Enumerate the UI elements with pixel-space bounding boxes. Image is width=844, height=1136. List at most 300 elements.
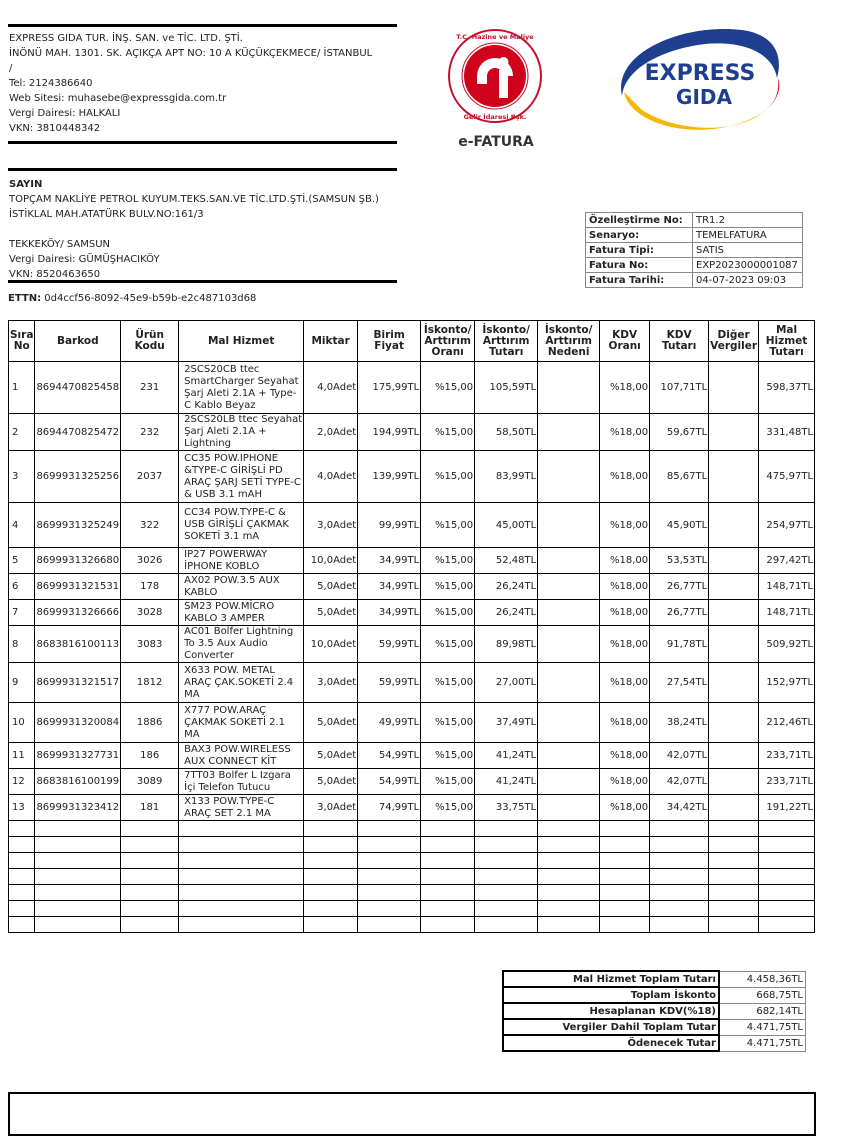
iskonto-orani-cell: %15,00 — [421, 600, 475, 626]
seller-name: EXPRESS GIDA TUR. İNŞ. SAN. ve TİC. LTD. ŞTİ. — [9, 33, 243, 44]
iskonto-nedeni-cell — [538, 663, 600, 703]
meta-value: TR1.2 — [693, 213, 803, 228]
empty-cell — [35, 869, 121, 885]
empty-cell — [421, 869, 475, 885]
totals-row — [503, 1019, 806, 1035]
meta-row — [586, 258, 803, 273]
diger-vergiler-cell — [709, 362, 759, 414]
totals-value: 682,14TL — [719, 1003, 806, 1019]
miktar-cell: 10,0Adet — [304, 548, 358, 574]
empty-cell — [421, 853, 475, 869]
empty-cell — [538, 869, 600, 885]
empty-cell — [9, 885, 35, 901]
buyer-city: TEKKEKÖY/ SAMSUN — [9, 239, 111, 250]
buyer-block — [9, 177, 379, 282]
urun-kodu-cell: 2037 — [121, 451, 179, 503]
diger-vergiler-cell — [709, 600, 759, 626]
empty-cell — [304, 869, 358, 885]
empty-cell — [304, 901, 358, 917]
barkod-cell: 8694470825458 — [35, 362, 121, 414]
empty-cell — [650, 885, 709, 901]
diger-vergiler-cell — [709, 503, 759, 548]
table-row — [9, 663, 815, 703]
iskonto-orani-cell: %15,00 — [421, 362, 475, 414]
meta-key: Fatura Tipi: — [586, 243, 693, 258]
urun-kodu-cell: 1812 — [121, 663, 179, 703]
table-row — [9, 548, 815, 574]
empty-cell — [709, 901, 759, 917]
empty-cell — [650, 901, 709, 917]
meta-key: Fatura Tarihi: — [586, 273, 693, 288]
meta-value: EXP2023000001087 — [693, 258, 803, 273]
buyer-tax-office: Vergi Dairesi: GÜMÜŞHACIKÖY — [9, 254, 160, 265]
empty-cell — [9, 853, 35, 869]
svg-text:T.C. Hazine ve Maliye: T.C. Hazine ve Maliye — [456, 33, 534, 41]
empty-cell — [35, 837, 121, 853]
sira-no-cell: 7 — [9, 600, 35, 626]
column-header: Sıra No — [9, 321, 35, 362]
empty-cell — [421, 901, 475, 917]
diger-vergiler-cell — [709, 548, 759, 574]
column-header: KDV Oranı — [600, 321, 650, 362]
iskonto-nedeni-cell — [538, 503, 600, 548]
empty-cell — [9, 901, 35, 917]
empty-cell — [358, 869, 421, 885]
diger-vergiler-cell — [709, 703, 759, 743]
iskonto-orani-cell: %15,00 — [421, 414, 475, 451]
logo-line1: EXPRESS — [644, 61, 756, 86]
empty-cell — [121, 885, 179, 901]
kdv-tutari-cell: 45,90TL — [650, 503, 709, 548]
iskonto-orani-cell: %15,00 — [421, 663, 475, 703]
kdv-tutari-cell: 91,78TL — [650, 626, 709, 663]
empty-cell — [421, 837, 475, 853]
empty-cell — [538, 917, 600, 933]
barkod-cell: 8699931325249 — [35, 503, 121, 548]
diger-vergiler-cell — [709, 769, 759, 795]
column-header: Mal Hizmet Tutarı — [759, 321, 815, 362]
empty-cell — [121, 837, 179, 853]
empty-cell — [759, 853, 815, 869]
seller-tel: Tel: 2124386640 — [9, 78, 93, 89]
empty-cell — [35, 821, 121, 837]
empty-row — [9, 917, 815, 933]
kdv-tutari-cell: 34,42TL — [650, 795, 709, 821]
empty-cell — [9, 917, 35, 933]
empty-cell — [600, 837, 650, 853]
empty-cell — [759, 869, 815, 885]
kdv-orani-cell: %18,00 — [600, 626, 650, 663]
iskonto-tutari-cell: 41,24TL — [475, 769, 538, 795]
table-row — [9, 574, 815, 600]
kdv-orani-cell: %18,00 — [600, 503, 650, 548]
mal-hizmet-tutari-cell: 233,71TL — [759, 743, 815, 769]
invoice-items-table — [8, 320, 815, 933]
empty-cell — [179, 837, 304, 853]
empty-cell — [35, 853, 121, 869]
empty-cell — [121, 853, 179, 869]
logo-line2: GIDA — [676, 85, 732, 109]
iskonto-tutari-cell: 45,00TL — [475, 503, 538, 548]
mal-hizmet-cell: AC01 Bolfer Lightning To 3.5 Aux Audio Converter — [179, 626, 304, 663]
efatura-label: e-FATURA — [458, 134, 534, 150]
totals-label: Vergiler Dahil Toplam Tutar — [503, 1019, 719, 1035]
urun-kodu-cell: 3083 — [121, 626, 179, 663]
invoice-meta-table — [585, 212, 803, 288]
kdv-tutari-cell: 85,67TL — [650, 451, 709, 503]
meta-row — [586, 273, 803, 288]
barkod-cell: 8699931321531 — [35, 574, 121, 600]
buyer-name: TOPÇAM NAKLİYE PETROL KUYUM.TEKS.SAN.VE TİC.LTD.ŞTİ.(SAMSUN ŞB.) — [9, 194, 379, 205]
empty-cell — [421, 885, 475, 901]
empty-cell — [304, 837, 358, 853]
iskonto-orani-cell: %15,00 — [421, 743, 475, 769]
sira-no-cell: 4 — [9, 503, 35, 548]
buyer-address: İSTİKLAL MAH.ATATÜRK BULV.NO:161/3 — [9, 209, 204, 220]
empty-cell — [358, 837, 421, 853]
empty-cell — [650, 821, 709, 837]
gib-seal-icon — [445, 26, 545, 126]
iskonto-tutari-cell: 26,24TL — [475, 574, 538, 600]
column-header: İskonto/ Arttırım Oranı — [421, 321, 475, 362]
empty-cell — [304, 821, 358, 837]
empty-cell — [358, 853, 421, 869]
sira-no-cell: 9 — [9, 663, 35, 703]
kdv-orani-cell: %18,00 — [600, 663, 650, 703]
barkod-cell: 8683816100113 — [35, 626, 121, 663]
iskonto-tutari-cell: 52,48TL — [475, 548, 538, 574]
empty-cell — [9, 821, 35, 837]
column-header: İskonto/ Arttırım Nedeni — [538, 321, 600, 362]
miktar-cell: 3,0Adet — [304, 795, 358, 821]
empty-cell — [600, 917, 650, 933]
diger-vergiler-cell — [709, 626, 759, 663]
iskonto-nedeni-cell — [538, 600, 600, 626]
barkod-cell: 8699931321517 — [35, 663, 121, 703]
empty-cell — [475, 869, 538, 885]
miktar-cell: 5,0Adet — [304, 574, 358, 600]
sira-no-cell: 5 — [9, 548, 35, 574]
empty-cell — [759, 837, 815, 853]
sira-no-cell: 2 — [9, 414, 35, 451]
meta-row — [586, 228, 803, 243]
iskonto-tutari-cell: 83,99TL — [475, 451, 538, 503]
iskonto-orani-cell: %15,00 — [421, 626, 475, 663]
column-header: Mal Hizmet — [179, 321, 304, 362]
iskonto-tutari-cell: 89,98TL — [475, 626, 538, 663]
kdv-orani-cell: %18,00 — [600, 743, 650, 769]
seller-web: Web Sitesi: muhasebe@expressgida.com.tr — [9, 93, 227, 104]
birim-fiyat-cell: 49,99TL — [358, 703, 421, 743]
miktar-cell: 2,0Adet — [304, 414, 358, 451]
empty-cell — [121, 869, 179, 885]
empty-cell — [538, 837, 600, 853]
iskonto-nedeni-cell — [538, 769, 600, 795]
empty-cell — [358, 821, 421, 837]
iskonto-nedeni-cell — [538, 795, 600, 821]
column-header: Barkod — [35, 321, 121, 362]
empty-row — [9, 837, 815, 853]
table-row — [9, 503, 815, 548]
kdv-tutari-cell: 107,71TL — [650, 362, 709, 414]
barkod-cell: 8699931323412 — [35, 795, 121, 821]
empty-cell — [759, 917, 815, 933]
birim-fiyat-cell: 34,99TL — [358, 574, 421, 600]
kdv-tutari-cell: 42,07TL — [650, 769, 709, 795]
birim-fiyat-cell: 34,99TL — [358, 600, 421, 626]
kdv-orani-cell: %18,00 — [600, 795, 650, 821]
kdv-orani-cell: %18,00 — [600, 769, 650, 795]
totals-label: Ödenecek Tutar — [503, 1035, 719, 1051]
empty-cell — [759, 821, 815, 837]
barkod-cell: 8699931326680 — [35, 548, 121, 574]
iskonto-nedeni-cell — [538, 574, 600, 600]
totals-label: Mal Hizmet Toplam Tutarı — [503, 971, 719, 987]
totals-row — [503, 987, 806, 1003]
totals-row — [503, 1035, 806, 1051]
iskonto-orani-cell: %15,00 — [421, 574, 475, 600]
barkod-cell: 8699931327731 — [35, 743, 121, 769]
mal-hizmet-cell: CC34 POW.TYPE-C & USB GİRİŞLİ ÇAKMAK SOKETİ 3.1 mA — [179, 503, 304, 548]
barkod-cell: 8699931320084 — [35, 703, 121, 743]
table-row — [9, 769, 815, 795]
diger-vergiler-cell — [709, 743, 759, 769]
empty-cell — [709, 837, 759, 853]
empty-cell — [475, 917, 538, 933]
table-row — [9, 600, 815, 626]
empty-cell — [600, 901, 650, 917]
empty-cell — [759, 885, 815, 901]
totals-row — [503, 971, 806, 987]
miktar-cell: 5,0Adet — [304, 703, 358, 743]
column-header: İskonto/ Arttırım Tutarı — [475, 321, 538, 362]
urun-kodu-cell: 186 — [121, 743, 179, 769]
empty-cell — [475, 901, 538, 917]
empty-cell — [600, 853, 650, 869]
totals-row — [503, 1003, 806, 1019]
meta-key: Fatura No: — [586, 258, 693, 273]
express-gida-logo — [612, 18, 784, 138]
ettn-value: 0d4ccf56-8092-45e9-b59b-e2c487103d68 — [44, 293, 257, 304]
mal-hizmet-tutari-cell: 254,97TL — [759, 503, 815, 548]
totals-label: Hesaplanan KDV(%18) — [503, 1003, 719, 1019]
empty-cell — [421, 917, 475, 933]
empty-row — [9, 821, 815, 837]
mal-hizmet-cell: 2SCS20LB ttec Seyahat Şarj Aleti 2.1A + Lightning — [179, 414, 304, 451]
seller-block — [9, 31, 372, 136]
empty-cell — [179, 885, 304, 901]
empty-cell — [600, 869, 650, 885]
empty-cell — [121, 821, 179, 837]
empty-cell — [304, 885, 358, 901]
kdv-tutari-cell: 59,67TL — [650, 414, 709, 451]
kdv-orani-cell: %18,00 — [600, 362, 650, 414]
iskonto-tutari-cell: 41,24TL — [475, 743, 538, 769]
birim-fiyat-cell: 99,99TL — [358, 503, 421, 548]
mal-hizmet-cell: CC35 POW.IPHONE &TYPE-C GİRİŞLİ PD ARAÇ ŞARJ SETİ TYPE-C & USB 3.1 mAH — [179, 451, 304, 503]
barkod-cell: 8694470825472 — [35, 414, 121, 451]
ettn-label: ETTN: — [8, 293, 42, 304]
birim-fiyat-cell: 175,99TL — [358, 362, 421, 414]
empty-row — [9, 901, 815, 917]
kdv-orani-cell: %18,00 — [600, 414, 650, 451]
mal-hizmet-tutari-cell: 509,92TL — [759, 626, 815, 663]
empty-cell — [179, 917, 304, 933]
empty-cell — [9, 869, 35, 885]
empty-cell — [179, 853, 304, 869]
totals-value: 668,75TL — [719, 987, 806, 1003]
empty-cell — [121, 901, 179, 917]
totals-label: Toplam İskonto — [503, 987, 719, 1003]
empty-cell — [709, 821, 759, 837]
empty-row — [9, 869, 815, 885]
empty-cell — [475, 885, 538, 901]
iskonto-nedeni-cell — [538, 414, 600, 451]
urun-kodu-cell: 231 — [121, 362, 179, 414]
table-row — [9, 743, 815, 769]
iskonto-tutari-cell: 33,75TL — [475, 795, 538, 821]
kdv-tutari-cell: 27,54TL — [650, 663, 709, 703]
mal-hizmet-cell: SM23 POW.MİCRO KABLO 3 AMPER — [179, 600, 304, 626]
meta-value: SATIS — [693, 243, 803, 258]
miktar-cell: 4,0Adet — [304, 362, 358, 414]
meta-value: TEMELFATURA — [693, 228, 803, 243]
iskonto-nedeni-cell — [538, 362, 600, 414]
mal-hizmet-tutari-cell: 152,97TL — [759, 663, 815, 703]
birim-fiyat-cell: 139,99TL — [358, 451, 421, 503]
empty-cell — [475, 821, 538, 837]
empty-cell — [475, 837, 538, 853]
table-row — [9, 362, 815, 414]
meta-value: 04-07-2023 09:03 — [693, 273, 803, 288]
empty-cell — [759, 901, 815, 917]
urun-kodu-cell: 3028 — [121, 600, 179, 626]
kdv-orani-cell: %18,00 — [600, 600, 650, 626]
kdv-orani-cell: %18,00 — [600, 574, 650, 600]
birim-fiyat-cell: 54,99TL — [358, 743, 421, 769]
empty-cell — [358, 901, 421, 917]
meta-row — [586, 213, 803, 228]
kdv-tutari-cell: 38,24TL — [650, 703, 709, 743]
iskonto-orani-cell: %15,00 — [421, 503, 475, 548]
column-header: Birim Fiyat — [358, 321, 421, 362]
mal-hizmet-tutari-cell: 475,97TL — [759, 451, 815, 503]
miktar-cell: 5,0Adet — [304, 743, 358, 769]
empty-cell — [709, 917, 759, 933]
empty-cell — [538, 821, 600, 837]
kdv-tutari-cell: 53,53TL — [650, 548, 709, 574]
iskonto-orani-cell: %15,00 — [421, 451, 475, 503]
mal-hizmet-tutari-cell: 191,22TL — [759, 795, 815, 821]
seller-vkn: VKN: 3810448342 — [9, 123, 101, 134]
seller-address-cont: / — [9, 63, 13, 74]
meta-row — [586, 243, 803, 258]
iskonto-tutari-cell: 27,00TL — [475, 663, 538, 703]
sira-no-cell: 13 — [9, 795, 35, 821]
table-row — [9, 626, 815, 663]
urun-kodu-cell: 3026 — [121, 548, 179, 574]
birim-fiyat-cell: 34,99TL — [358, 548, 421, 574]
miktar-cell: 5,0Adet — [304, 600, 358, 626]
iskonto-tutari-cell: 37,49TL — [475, 703, 538, 743]
mal-hizmet-tutari-cell: 212,46TL — [759, 703, 815, 743]
kdv-orani-cell: %18,00 — [600, 451, 650, 503]
miktar-cell: 3,0Adet — [304, 663, 358, 703]
diger-vergiler-cell — [709, 795, 759, 821]
diger-vergiler-cell — [709, 451, 759, 503]
kdv-tutari-cell: 26,77TL — [650, 600, 709, 626]
diger-vergiler-cell — [709, 663, 759, 703]
empty-cell — [600, 821, 650, 837]
empty-cell — [179, 821, 304, 837]
mal-hizmet-tutari-cell: 598,37TL — [759, 362, 815, 414]
mal-hizmet-tutari-cell: 148,71TL — [759, 600, 815, 626]
table-row — [9, 703, 815, 743]
mal-hizmet-cell: X133 POW.TYPE-C ARAÇ SET 2.1 MA — [179, 795, 304, 821]
column-header: Ürün Kodu — [121, 321, 179, 362]
miktar-cell: 3,0Adet — [304, 503, 358, 548]
empty-cell — [358, 917, 421, 933]
kdv-tutari-cell: 42,07TL — [650, 743, 709, 769]
mal-hizmet-cell: IP27 POWERWAY İPHONE KOBLO — [179, 548, 304, 574]
empty-cell — [475, 853, 538, 869]
sira-no-cell: 6 — [9, 574, 35, 600]
urun-kodu-cell: 322 — [121, 503, 179, 548]
mal-hizmet-tutari-cell: 233,71TL — [759, 769, 815, 795]
column-header: Miktar — [304, 321, 358, 362]
iskonto-nedeni-cell — [538, 626, 600, 663]
ettn-line — [8, 293, 256, 304]
empty-cell — [35, 885, 121, 901]
urun-kodu-cell: 3089 — [121, 769, 179, 795]
empty-cell — [538, 853, 600, 869]
empty-cell — [650, 917, 709, 933]
buyer-heading: SAYIN — [9, 179, 43, 190]
empty-cell — [709, 853, 759, 869]
birim-fiyat-cell: 59,99TL — [358, 663, 421, 703]
mal-hizmet-cell: 7TT03 Bolfer L Izgara İçi Telefon Tutucu — [179, 769, 304, 795]
urun-kodu-cell: 1886 — [121, 703, 179, 743]
mal-hizmet-cell: X633 POW. METAL ARAÇ ÇAK.SOKETİ 2.4 MA — [179, 663, 304, 703]
sira-no-cell: 8 — [9, 626, 35, 663]
table-row — [9, 451, 815, 503]
diger-vergiler-cell — [709, 414, 759, 451]
iskonto-nedeni-cell — [538, 451, 600, 503]
empty-cell — [600, 885, 650, 901]
sira-no-cell: 11 — [9, 743, 35, 769]
miktar-cell: 10,0Adet — [304, 626, 358, 663]
iskonto-orani-cell: %15,00 — [421, 548, 475, 574]
empty-cell — [121, 917, 179, 933]
iskonto-nedeni-cell — [538, 703, 600, 743]
empty-cell — [304, 853, 358, 869]
column-header: KDV Tutarı — [650, 321, 709, 362]
urun-kodu-cell: 181 — [121, 795, 179, 821]
empty-cell — [650, 853, 709, 869]
totals-value: 4.471,75TL — [719, 1035, 806, 1051]
empty-cell — [179, 901, 304, 917]
seller-address: İNÖNÜ MAH. 1301. SK. AÇIKÇA APT NO: 10 A KÜÇÜKÇEKMECE/ İSTANBUL — [9, 48, 373, 59]
birim-fiyat-cell: 74,99TL — [358, 795, 421, 821]
empty-row — [9, 853, 815, 869]
urun-kodu-cell: 232 — [121, 414, 179, 451]
iskonto-tutari-cell: 26,24TL — [475, 600, 538, 626]
mal-hizmet-tutari-cell: 331,48TL — [759, 414, 815, 451]
empty-cell — [179, 869, 304, 885]
meta-key: Senaryo: — [586, 228, 693, 243]
empty-cell — [9, 837, 35, 853]
column-header: Diğer Vergiler — [709, 321, 759, 362]
